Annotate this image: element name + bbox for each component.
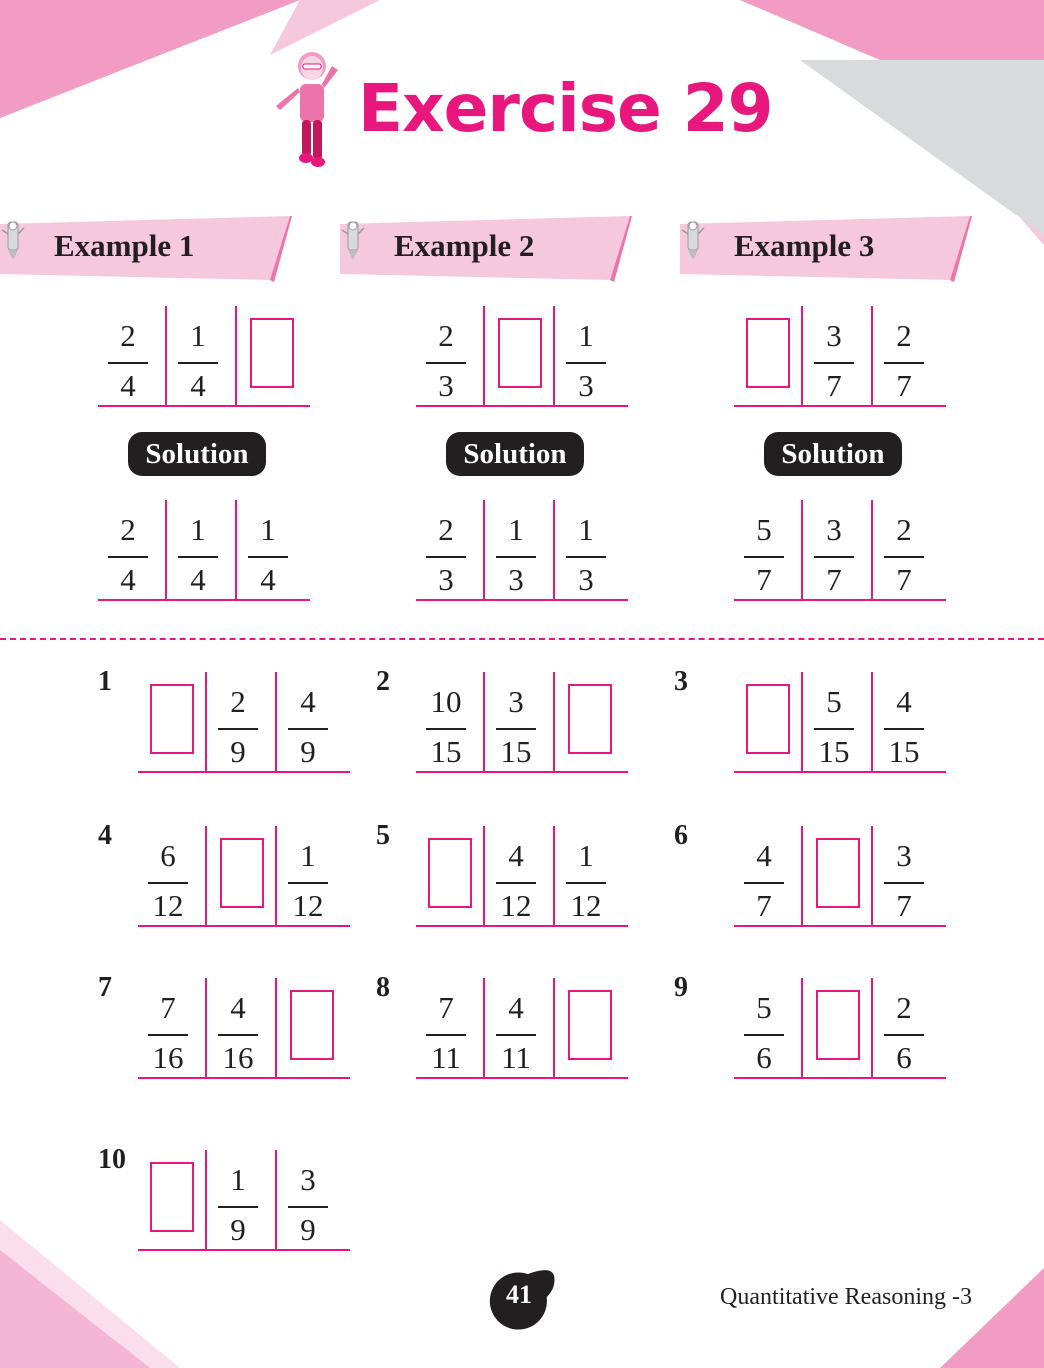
fraction-denominator: 16: [222, 1040, 254, 1075]
answer-box[interactable]: [290, 990, 334, 1060]
fraction-numerator: 5: [826, 684, 842, 719]
question-number: 5: [376, 820, 390, 851]
fraction-bar: [288, 882, 328, 884]
fraction-denominator: 6: [756, 1040, 772, 1075]
fraction-numerator: 2: [438, 318, 454, 353]
pencil-mascot-icon: [0, 216, 26, 260]
fraction-numerator: 2: [896, 512, 912, 547]
fraction-bar: [566, 556, 606, 558]
fraction-bar: [148, 1034, 188, 1036]
fraction-denominator: 12: [500, 888, 532, 923]
fraction-denominator: 15: [500, 734, 532, 769]
solution-label: Solution: [446, 432, 584, 476]
fraction-numerator: 7: [438, 990, 454, 1025]
fraction-bar: [884, 882, 924, 884]
fraction-denominator: 9: [300, 1212, 316, 1247]
fraction-bar: [178, 362, 218, 364]
fraction-denominator: 15: [818, 734, 850, 769]
fraction-bar: [884, 1034, 924, 1036]
fraction-numerator: 3: [508, 684, 524, 719]
answer-box[interactable]: [220, 838, 264, 908]
fraction-denominator: 15: [888, 734, 920, 769]
example-solution: [98, 500, 310, 608]
question-number: 2: [376, 666, 390, 697]
question-number: 8: [376, 972, 390, 1003]
fraction-bar: [288, 728, 328, 730]
answer-box[interactable]: [568, 990, 612, 1060]
fraction-bar: [496, 1034, 536, 1036]
fraction-denominator: 15: [430, 734, 462, 769]
fraction-denominator: 4: [190, 562, 206, 597]
fraction-numerator: 4: [230, 990, 246, 1025]
fraction-numerator: 1: [578, 318, 594, 353]
pencil-mascot-icon: [680, 216, 706, 260]
fraction-bar: [496, 556, 536, 558]
answer-box[interactable]: [250, 318, 294, 388]
fraction-numerator: 4: [508, 838, 524, 873]
fraction-numerator: 5: [756, 512, 772, 547]
fraction-bar: [426, 556, 466, 558]
fraction-numerator: 3: [826, 512, 842, 547]
fraction-bar: [248, 556, 288, 558]
example-banner: [0, 216, 290, 280]
fraction-bar: [496, 728, 536, 730]
fraction-bar: [218, 728, 258, 730]
fraction-denominator: 6: [896, 1040, 912, 1075]
fraction-bar: [178, 556, 218, 558]
answer-box[interactable]: [816, 838, 860, 908]
fraction-bar: [426, 728, 466, 730]
question-number: 1: [98, 666, 112, 697]
question-puzzle: [416, 826, 628, 934]
fraction-bar: [744, 1034, 784, 1036]
fraction-numerator: 2: [230, 684, 246, 719]
fraction-denominator: 9: [300, 734, 316, 769]
fraction-bar: [218, 1034, 258, 1036]
solution-label: Solution: [128, 432, 266, 476]
fraction-denominator: 4: [120, 562, 136, 597]
fraction-denominator: 7: [826, 368, 842, 403]
fraction-numerator: 4: [896, 684, 912, 719]
fraction-numerator: 4: [756, 838, 772, 873]
fraction-numerator: 2: [896, 990, 912, 1025]
answer-box[interactable]: [150, 1162, 194, 1232]
question-puzzle: [138, 672, 350, 780]
fraction-numerator: 7: [160, 990, 176, 1025]
fraction-numerator: 5: [756, 990, 772, 1025]
question-puzzle: [734, 826, 946, 934]
fraction-numerator: 1: [578, 512, 594, 547]
fraction-denominator: 3: [438, 368, 454, 403]
answer-box[interactable]: [568, 684, 612, 754]
example-solution: [416, 500, 628, 608]
book-title: Quantitative Reasoning -3: [720, 1284, 972, 1310]
fraction-denominator: 4: [190, 368, 206, 403]
fraction-numerator: 1: [508, 512, 524, 547]
fraction-denominator: 11: [431, 1040, 461, 1075]
page-number: 41: [506, 1280, 532, 1309]
fraction-denominator: 16: [152, 1040, 184, 1075]
fraction-bar: [108, 556, 148, 558]
question-number: 10: [98, 1144, 126, 1175]
fraction-numerator: 1: [260, 512, 276, 547]
example-solution: [734, 500, 946, 608]
fraction-numerator: 1: [578, 838, 594, 873]
example-label: Example 1: [54, 228, 195, 263]
question-puzzle: [734, 978, 946, 1086]
fraction-bar: [496, 882, 536, 884]
fraction-numerator: 1: [300, 838, 316, 873]
pencil-mascot-icon: [340, 216, 366, 260]
fraction-denominator: 7: [826, 562, 842, 597]
fraction-denominator: 4: [120, 368, 136, 403]
fraction-bar: [884, 728, 924, 730]
question-number: 7: [98, 972, 112, 1003]
example-banner: [340, 216, 630, 280]
question-puzzle: [416, 978, 628, 1086]
fraction-denominator: 9: [230, 734, 246, 769]
fraction-denominator: 9: [230, 1212, 246, 1247]
fraction-numerator: 1: [230, 1162, 246, 1197]
question-puzzle: [734, 672, 946, 780]
answer-box[interactable]: [428, 838, 472, 908]
fraction-denominator: 7: [896, 888, 912, 923]
exercise-header: [270, 48, 773, 178]
girl-character-icon: [270, 48, 354, 172]
fraction-numerator: 6: [160, 838, 176, 873]
fraction-numerator: 2: [896, 318, 912, 353]
fraction-bar: [814, 556, 854, 558]
example-label: Example 3: [734, 228, 875, 263]
fraction-bar: [814, 362, 854, 364]
example-banner: [680, 216, 970, 280]
fraction-denominator: 3: [508, 562, 524, 597]
fraction-bar: [566, 362, 606, 364]
answer-box[interactable]: [498, 318, 542, 388]
fraction-numerator: 10: [430, 684, 462, 719]
question-number: 4: [98, 820, 112, 851]
fraction-numerator: 3: [896, 838, 912, 873]
fraction-bar: [426, 362, 466, 364]
fraction-numerator: 1: [190, 318, 206, 353]
example-problem: [734, 306, 946, 414]
fraction-bar: [814, 728, 854, 730]
fraction-numerator: 3: [300, 1162, 316, 1197]
example-problem: [98, 306, 310, 414]
fraction-denominator: 7: [756, 562, 772, 597]
question-puzzle: [138, 978, 350, 1086]
page-title: Exercise 29: [358, 70, 773, 147]
solution-label: Solution: [764, 432, 902, 476]
answer-box[interactable]: [746, 318, 790, 388]
question-number: 9: [674, 972, 688, 1003]
fraction-denominator: 12: [292, 888, 324, 923]
fraction-numerator: 4: [508, 990, 524, 1025]
fraction-numerator: 4: [300, 684, 316, 719]
fraction-denominator: 4: [260, 562, 276, 597]
fraction-bar: [566, 882, 606, 884]
fraction-bar: [288, 1206, 328, 1208]
answer-box[interactable]: [150, 684, 194, 754]
example-label: Example 2: [394, 228, 535, 263]
fraction-denominator: 3: [438, 562, 454, 597]
example-problem: [416, 306, 628, 414]
question-number: 3: [674, 666, 688, 697]
fraction-bar: [744, 882, 784, 884]
question-number: 6: [674, 820, 688, 851]
fraction-denominator: 3: [578, 562, 594, 597]
section-divider: [0, 638, 1044, 640]
fraction-denominator: 7: [896, 562, 912, 597]
fraction-numerator: 2: [120, 318, 136, 353]
fraction-bar: [426, 1034, 466, 1036]
fraction-denominator: 12: [570, 888, 602, 923]
question-puzzle: [138, 826, 350, 934]
fraction-denominator: 12: [152, 888, 184, 923]
fraction-numerator: 2: [120, 512, 136, 547]
answer-box[interactable]: [746, 684, 790, 754]
fraction-bar: [884, 556, 924, 558]
answer-box[interactable]: [816, 990, 860, 1060]
question-puzzle: [138, 1150, 350, 1258]
fraction-bar: [884, 362, 924, 364]
fraction-bar: [108, 362, 148, 364]
fraction-denominator: 3: [578, 368, 594, 403]
fraction-numerator: 3: [826, 318, 842, 353]
fraction-bar: [218, 1206, 258, 1208]
fraction-bar: [148, 882, 188, 884]
fraction-denominator: 11: [501, 1040, 531, 1075]
question-puzzle: [416, 672, 628, 780]
fraction-denominator: 7: [896, 368, 912, 403]
fraction-numerator: 2: [438, 512, 454, 547]
fraction-bar: [744, 556, 784, 558]
fraction-numerator: 1: [190, 512, 206, 547]
fraction-denominator: 7: [756, 888, 772, 923]
